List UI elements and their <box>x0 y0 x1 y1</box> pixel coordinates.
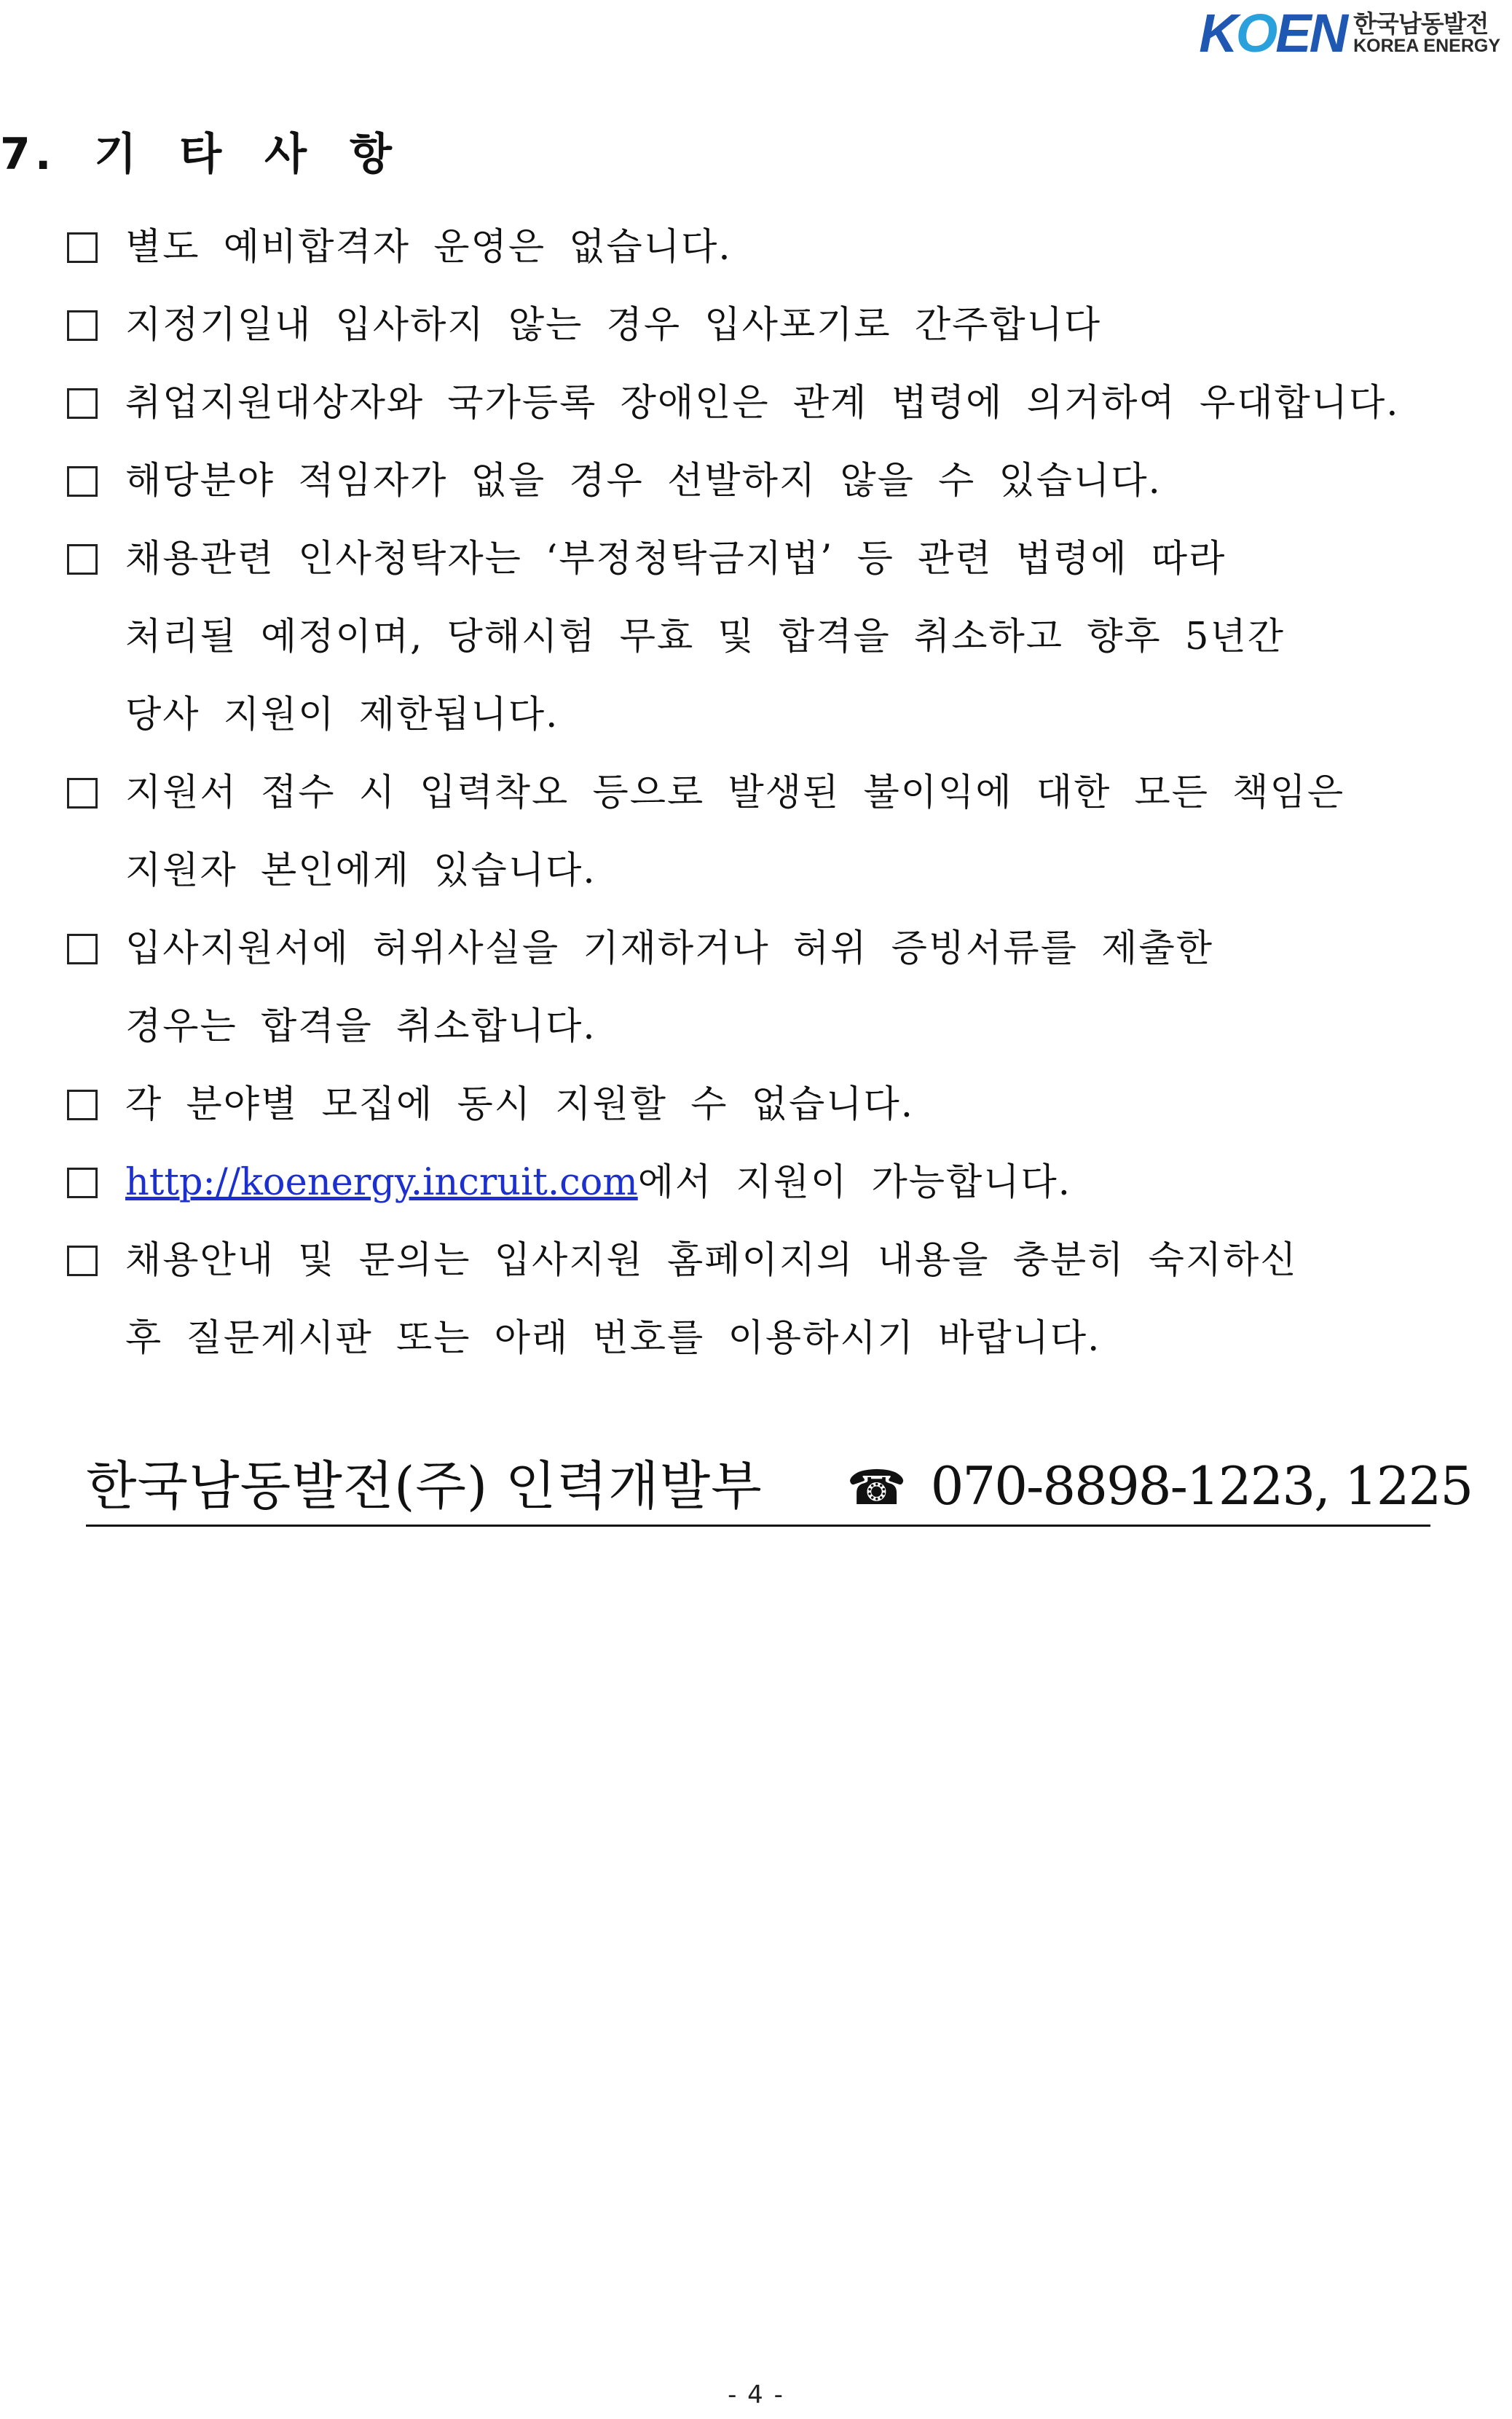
list-item <box>67 754 1495 910</box>
item-text: 지정기일내 입사하지 않는 경우 입사포기로 간주합니다 <box>125 304 1102 347</box>
checkbox-icon <box>67 1246 98 1276</box>
checkbox-icon <box>67 1168 98 1198</box>
notice-list <box>67 208 1495 1377</box>
item-text: 지원서 접수 시 입력착오 등으로 발생된 불이익에 대한 모든 책임은 지원자 본인에게 있습니다. <box>125 771 1345 892</box>
item-text: 입사지원서에 허위사실을 기재하거나 허위 증빙서류를 제출한 경우는 합격을 취소합니다. <box>125 927 1213 1048</box>
page-number: - 4 - <box>728 2380 784 2410</box>
list-item <box>67 442 1495 520</box>
checkbox-icon <box>67 232 98 263</box>
item-text: 취업지원대상자와 국가등록 장애인은 관계 법령에 의거하여 우대합니다. <box>125 382 1400 425</box>
apply-site-link[interactable]: http://koenergy.incruit.com <box>125 1161 638 1204</box>
list-item <box>67 208 1495 286</box>
checkbox-icon <box>67 778 98 809</box>
list-item <box>67 1066 1495 1144</box>
contact-line <box>86 1450 1473 1527</box>
checkbox-icon <box>67 388 98 419</box>
checkbox-icon <box>67 466 98 497</box>
checkbox-icon <box>67 934 98 964</box>
item-text: 해당분야 적임자가 없을 경우 선발하지 않을 수 있습니다. <box>125 460 1162 503</box>
contact-organization: 한국남동발전(주) 인력개발부 <box>86 1455 763 1517</box>
checkbox-icon <box>67 310 98 341</box>
item-text: 별도 예비합격자 운영은 없습니다. <box>125 226 732 269</box>
item-text: 채용안내 및 문의는 입사지원 홈페이지의 내용을 충분히 숙지하신 후 질문게시판 또는 아래 번호를 이용하시기 바랍니다. <box>125 1239 1298 1360</box>
item-text: 채용관련 인사청탁자는 ‘부정청탁금지법’ 등 관련 법령에 따라 처리될 예정이며, 당해시험 무효 및 합격을 취소하고 향후 5년간 당사 지원이 제한됩니다. <box>125 538 1285 736</box>
link-suffix-text: 에서 지원이 가능합니다. <box>637 1161 1072 1204</box>
logo-text <box>1353 9 1500 57</box>
item-text: 각 분야별 모집에 동시 지원할 수 없습니다. <box>125 1083 915 1126</box>
checkbox-icon <box>67 1090 98 1120</box>
section-title: 7. 기 타 사 항 <box>0 129 396 180</box>
list-item <box>67 286 1495 364</box>
telephone-icon: ☎ <box>846 1460 907 1516</box>
list-item <box>67 910 1495 1066</box>
koen-logo-mark: KOEN <box>1199 3 1347 63</box>
company-logo <box>1199 3 1500 64</box>
list-item <box>67 1144 1495 1222</box>
item-text <box>125 1144 1495 1222</box>
logo-english-name: KOREA ENERGY <box>1353 36 1500 57</box>
logo-korean-name: 한국남동발전 <box>1353 9 1489 38</box>
list-item <box>67 520 1495 754</box>
list-item <box>67 364 1495 442</box>
list-item <box>67 1222 1495 1377</box>
contact-phone: 070-8898-1223, 1225 <box>930 1455 1473 1517</box>
checkbox-icon <box>67 544 98 575</box>
